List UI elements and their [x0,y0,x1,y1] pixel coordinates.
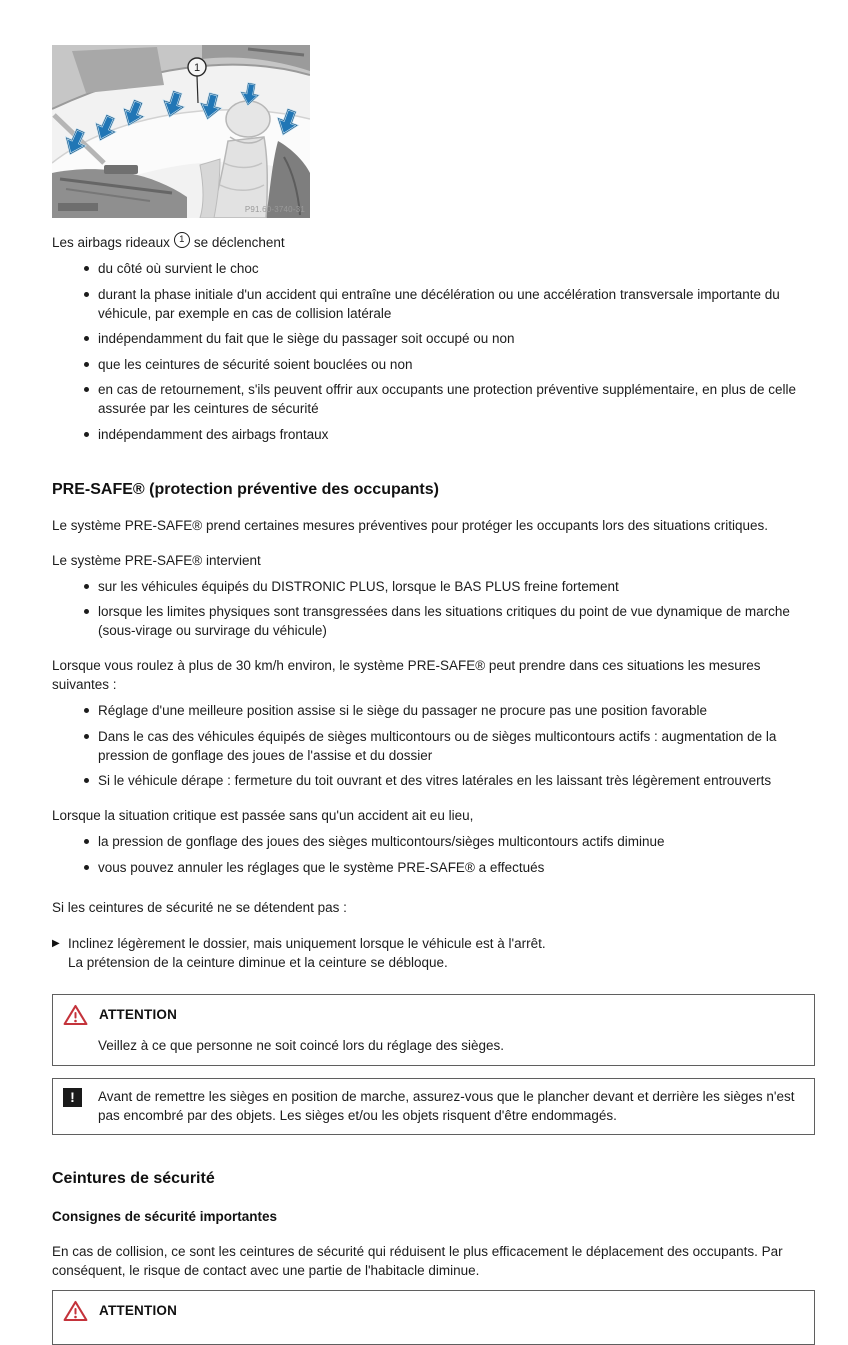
airbags-lead-pre: Les airbags rideaux [52,235,170,250]
list-item: Réglage d'une meilleure position assise si le siège du passager ne procure pas une position favorable [84,701,815,720]
car-interior-illustration [52,45,310,218]
belts-subheading: Consignes de sécurité importantes [52,1208,278,1224]
warning-triangle-icon [63,1300,88,1322]
attention-body: Veillez à ce que personne ne soit coincé lors du réglage des sièges. [98,1037,505,1053]
presafe-heading: PRE-SAFE® (protection préventive des occupants) [52,480,439,498]
airbags-lead-post: se déclenchent [193,235,285,250]
list-item: indépendamment des airbags frontaux [84,425,815,444]
list-item: durant la phase initiale d'un accident qui entraîne une décélération ou une accélération transversale importante du véhicule, par exemple en cas de collision latérale [84,285,815,323]
presafe-p1: Le système PRE-SAFE® prend certaines mesures préventives pour protéger les occupants lors des situations critiques. [52,517,769,533]
presafe-p3: Lorsque vous roulez à plus de 30 km/h environ, le système PRE-SAFE® peut prendre dans ces situations les mesures suivantes : [52,658,761,692]
list-item: que les ceintures de sécurité soient bouclées ou non [84,355,815,374]
list-item: Si le véhicule dérape : fermeture du toit ouvrant et des vitres latérales en les laissant très légèrement entrouverts [84,771,815,790]
presafe-bullet-list-3 [52,832,815,877]
belts-heading: Ceintures de sécurité [52,1169,215,1187]
list-item: la pression de gonflage des joues des sièges multicontours/sièges multicontours actifs diminue [84,832,815,851]
list-item: vous pouvez annuler les réglages que le système PRE-SAFE® a effectués [84,858,815,877]
list-item: lorsque les limites physiques sont transgressées dans les situations critiques du point de vue dynamique de marche (sous-virage ou survirage du véhicule) [84,602,815,640]
presafe-bullet-list-2 [52,701,815,790]
list-item: en cas de retournement, s'ils peuvent offrir aux occupants une protection préventive supplémentaire, en plus de celle assurée par les ceintures de sécurité [84,380,815,418]
presafe-p2: Le système PRE-SAFE® intervient [52,552,261,568]
list-item: indépendamment du fait que le siège du passager soit occupé ou non [84,329,815,348]
attention-box-2 [52,1290,815,1345]
circled-number-icon: 1 [174,232,190,248]
instruction-step [52,934,815,953]
presafe-p5: Si les ceintures de sécurité ne se détendent pas : [52,899,347,915]
attention-title: ATTENTION [99,1303,178,1318]
attention-box-2-header [63,1300,799,1322]
belts-p1: En cas de collision, ce sont les ceintures de sécurité qui réduisent le plus efficacement le déplacement des occupants. Par conséquent, le risque de contact avec une partie de l'habitacle diminue. [52,1243,783,1278]
note-body: Avant de remettre les sièges en position de marche, assurez-vous que le plancher devant et derrière les sièges n'est pas encombré par des objets. Les sièges et/ou les objets risquent d'être endommagés. [98,1088,795,1123]
list-item: du côté où survient le choc [84,259,815,278]
callout-1-label: 1 [193,62,201,74]
list-item: Dans le cas des véhicules équipés de sièges multicontours ou de sièges multicontours actifs : augmentation de la pression de gonflage des joues de l'assise et du dossier [84,727,815,765]
instruction-result: La prétension de la ceinture diminue et la ceinture se débloque. [68,954,448,970]
airbags-bullet-list [52,259,815,444]
instruction-arrow-icon: ▶ [52,937,60,949]
presafe-p4: Lorsque la situation critique est passée sans qu'un accident ait eu lieu, [52,808,474,823]
attention-box-1-header [63,1004,799,1026]
figure-caption: P91.60-3740-31 [244,205,305,214]
curtain-airbag-figure [52,45,310,218]
presafe-bullet-list-1 [52,577,815,641]
attention-box-1 [52,994,815,1066]
instruction-text: Inclinez légèrement le dossier, mais uniquement lorsque le véhicule est à l'arrêt. [68,935,546,951]
airbags-lead [52,233,815,252]
list-item: sur les véhicules équipés du DISTRONIC PLUS, lorsque le BAS PLUS freine fortement [84,577,815,596]
exclamation-icon: ! [63,1088,82,1107]
note-box [52,1078,815,1135]
attention-title: ATTENTION [99,1007,178,1022]
warning-triangle-icon [63,1004,88,1026]
